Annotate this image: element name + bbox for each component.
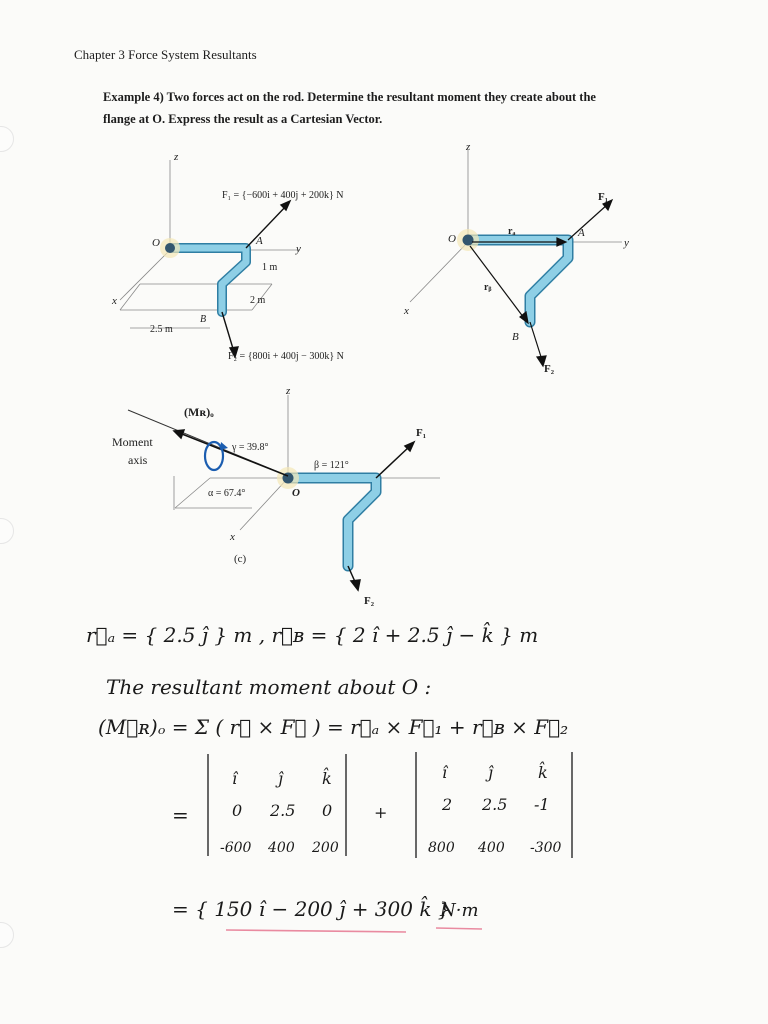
fig-c-beta: β = 121°	[314, 460, 349, 471]
m2-r1-c3: k̂	[538, 763, 548, 782]
m2-r1-c1: î	[442, 763, 448, 782]
final-unit: N·m	[440, 900, 479, 921]
fig-c-gamma: γ = 39.8°	[232, 442, 269, 453]
fig-a-dim-1m: 1 m	[262, 262, 278, 273]
chapter-header: Chapter 3 Force System Resultants	[74, 47, 257, 62]
fig-c-o: O	[292, 487, 300, 499]
fig-c-moment: Moment	[112, 435, 153, 449]
fig-c-mr: (Mʀ)ₒ	[184, 405, 214, 419]
m2-r2-c2: 2.5	[482, 795, 508, 814]
fig-b-b: B	[512, 331, 519, 343]
fig-b-f1: F₁	[598, 191, 609, 203]
matrix-2	[428, 762, 562, 856]
fig-a-b: B	[200, 314, 207, 325]
m1-r1-c2: ĵ	[278, 769, 283, 788]
fig-b-x: x	[404, 305, 409, 317]
moment-equation: (M⃗ʀ)ₒ = Σ ( r⃗ × F⃗ ) = r⃗ₐ × F⃗₁ + r⃗ʙ × F⃗₂	[98, 715, 569, 739]
fig-c-f1: F₁	[416, 427, 427, 439]
m1-r1-c1: î	[232, 769, 238, 788]
problem-line-1: Example 4) Two forces act on the rod. Determine the resultant moment they create about the	[103, 90, 596, 104]
m1-r3-c2: 400	[268, 840, 295, 856]
matrix-equals: =	[172, 803, 189, 827]
fig-c-z: z	[286, 385, 291, 397]
m1-r2-c3: 0	[322, 801, 333, 820]
fig-c-alpha: α = 67.4°	[208, 488, 246, 499]
fig-a-o: O	[152, 237, 160, 249]
fig-a-z: z	[174, 151, 179, 163]
m2-r1-c2: ĵ	[488, 763, 493, 782]
fig-a-dim-2-5m: 2.5 m	[150, 324, 173, 335]
fig-a-a: A	[256, 235, 263, 247]
m2-r3-c1: 800	[428, 840, 455, 856]
position-vectors: r⃗ₐ = { 2.5 ĵ } m , r⃗ʙ = { 2 î + 2.5 ĵ − k̂ } m	[86, 623, 539, 647]
fig-a-dim-2m: 2 m	[250, 295, 266, 306]
m1-r3-c3: 200	[312, 840, 339, 856]
m2-r3-c2: 400	[478, 840, 505, 856]
fig-b-z: z	[466, 141, 471, 153]
m1-r3-c1: -600	[220, 840, 252, 856]
matrix-1	[220, 768, 339, 856]
fig-b-ra: rₐ	[508, 226, 516, 237]
fig-b-o: O	[448, 233, 456, 245]
fig-b-y: y	[624, 237, 629, 249]
m1-r2-c1: 0	[232, 801, 243, 820]
fig-a-y: y	[296, 243, 301, 255]
fig-c-caption: (c)	[234, 553, 247, 565]
fig-b-rb: rᵦ	[484, 282, 492, 293]
problem-line-2: flange at O. Express the result as a Cartesian Vector.	[103, 112, 383, 126]
m2-r3-c3: -300	[530, 840, 562, 856]
fig-b-f2: F₂	[544, 363, 555, 375]
fig-c-x: x	[230, 531, 235, 543]
fig-c-axis: axis	[128, 453, 148, 467]
m2-r2-c3: -1	[534, 795, 550, 814]
fig-a-f2: F₂ = {800i + 400j − 300k} N	[228, 351, 344, 362]
m2-r2-c1: 2	[442, 795, 453, 814]
fig-c-f2: F₂	[364, 595, 375, 607]
resultant-heading: The resultant moment about O :	[106, 675, 432, 699]
final-result: = { 150 î − 200 ĵ + 300 k̂ }	[172, 897, 451, 921]
matrix-plus: +	[374, 803, 388, 822]
fig-a-x: x	[112, 295, 117, 307]
fig-b-a: A	[578, 227, 585, 239]
fig-a-f1: F₁ = {−600i + 400j + 200k} N	[222, 190, 344, 201]
m1-r2-c2: 2.5	[270, 801, 296, 820]
m1-r1-c3: k̂	[322, 769, 332, 788]
